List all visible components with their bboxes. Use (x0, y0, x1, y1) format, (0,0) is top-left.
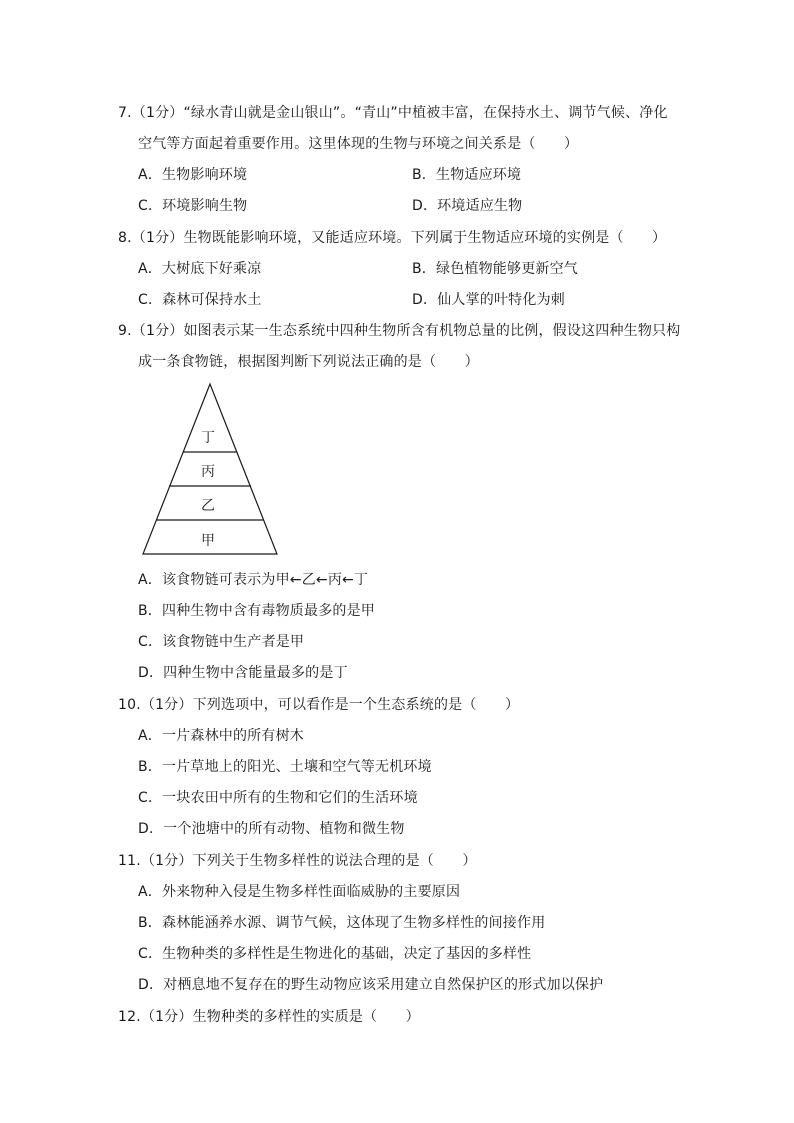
pyramid-level-jia: 甲 (201, 533, 215, 549)
q8-stem-line1: 8.（1分）生物既能影响环境，又能适应环境。下列属于生物适应环境的实例是（ ） (118, 230, 667, 246)
q10-stem-line1: 10.（1分）下列选项中，可以看作是一个生态系统的是（ ） (118, 697, 520, 713)
q9-option-a[interactable]: A．该食物链可表示为甲←乙←丙←丁 (138, 572, 369, 588)
pyramid-level-bing: 丙 (201, 464, 215, 480)
q9-stem-line1: 9.（1分）如图表示某一生态系统中四种生物所含有机物总量的比例，假设这四种生物只构 (118, 323, 681, 339)
q7-stem-line2: 空气等方面起着重要作用。这里体现的生物与环境之间关系是（ ） (138, 136, 579, 152)
q9-option-b[interactable]: B．四种生物中含有毒物质最多的是甲 (138, 603, 376, 619)
q7-option-d[interactable]: D．环境适应生物 (412, 198, 523, 214)
pyramid-level-ding: 丁 (201, 430, 215, 446)
q11-option-b[interactable]: B．森林能涵养水源、调节气候，这体现了生物多样性的间接作用 (138, 915, 546, 931)
q7-stem-line1: 7.（1分）“绿水青山就是金山银山”。“青山”中植被丰富，在保持水土、调节气候、净化 (118, 105, 668, 121)
q7-option-b[interactable]: B．生物适应环境 (412, 167, 522, 183)
q7-option-a[interactable]: A．生物影响环境 (138, 167, 248, 183)
q7-option-c[interactable]: C．环境影响生物 (138, 198, 248, 214)
q11-option-d[interactable]: D．对栖息地不复存在的野生动物应该采用建立自然保护区的形式加以保护 (138, 977, 604, 993)
q10-option-a[interactable]: A．一片森林中的所有树木 (138, 728, 304, 744)
q9-option-d[interactable]: D．四种生物中含能量最多的是丁 (138, 665, 348, 681)
q10-option-c[interactable]: C．一块农田中所有的生物和它们的生活环境 (138, 790, 418, 806)
q10-option-d[interactable]: D．一个池塘中的所有动物、植物和微生物 (138, 821, 405, 837)
pyramid-diagram (140, 382, 280, 556)
q11-option-a[interactable]: A．外来物种入侵是生物多样性面临威胁的主要原因 (138, 884, 461, 900)
q11-stem-line1: 11.（1分）下列关于生物多样性的说法合理的是（ ） (118, 853, 477, 869)
q12-stem-line1: 12.（1分）生物种类的多样性的实质是（ ） (118, 1009, 420, 1025)
q8-option-c[interactable]: C．森林可保持水土 (138, 292, 262, 308)
q9-stem-line2: 成一条食物链，根据图判断下列说法正确的是（ ） (138, 354, 479, 370)
q8-option-a[interactable]: A．大树底下好乘凉 (138, 261, 262, 277)
q8-option-b[interactable]: B．绿色植物能够更新空气 (412, 261, 579, 277)
q8-option-d[interactable]: D．仙人掌的叶特化为刺 (412, 292, 565, 308)
q9-pyramid-figure (140, 382, 280, 556)
q9-option-c[interactable]: C．该食物链中生产者是甲 (138, 634, 305, 650)
q11-option-c[interactable]: C．生物种类的多样性是生物进化的基础，决定了基因的多样性 (138, 946, 532, 962)
pyramid-level-yi: 乙 (201, 498, 215, 514)
q10-option-b[interactable]: B．一片草地上的阳光、土壤和空气等无机环境 (138, 759, 432, 775)
